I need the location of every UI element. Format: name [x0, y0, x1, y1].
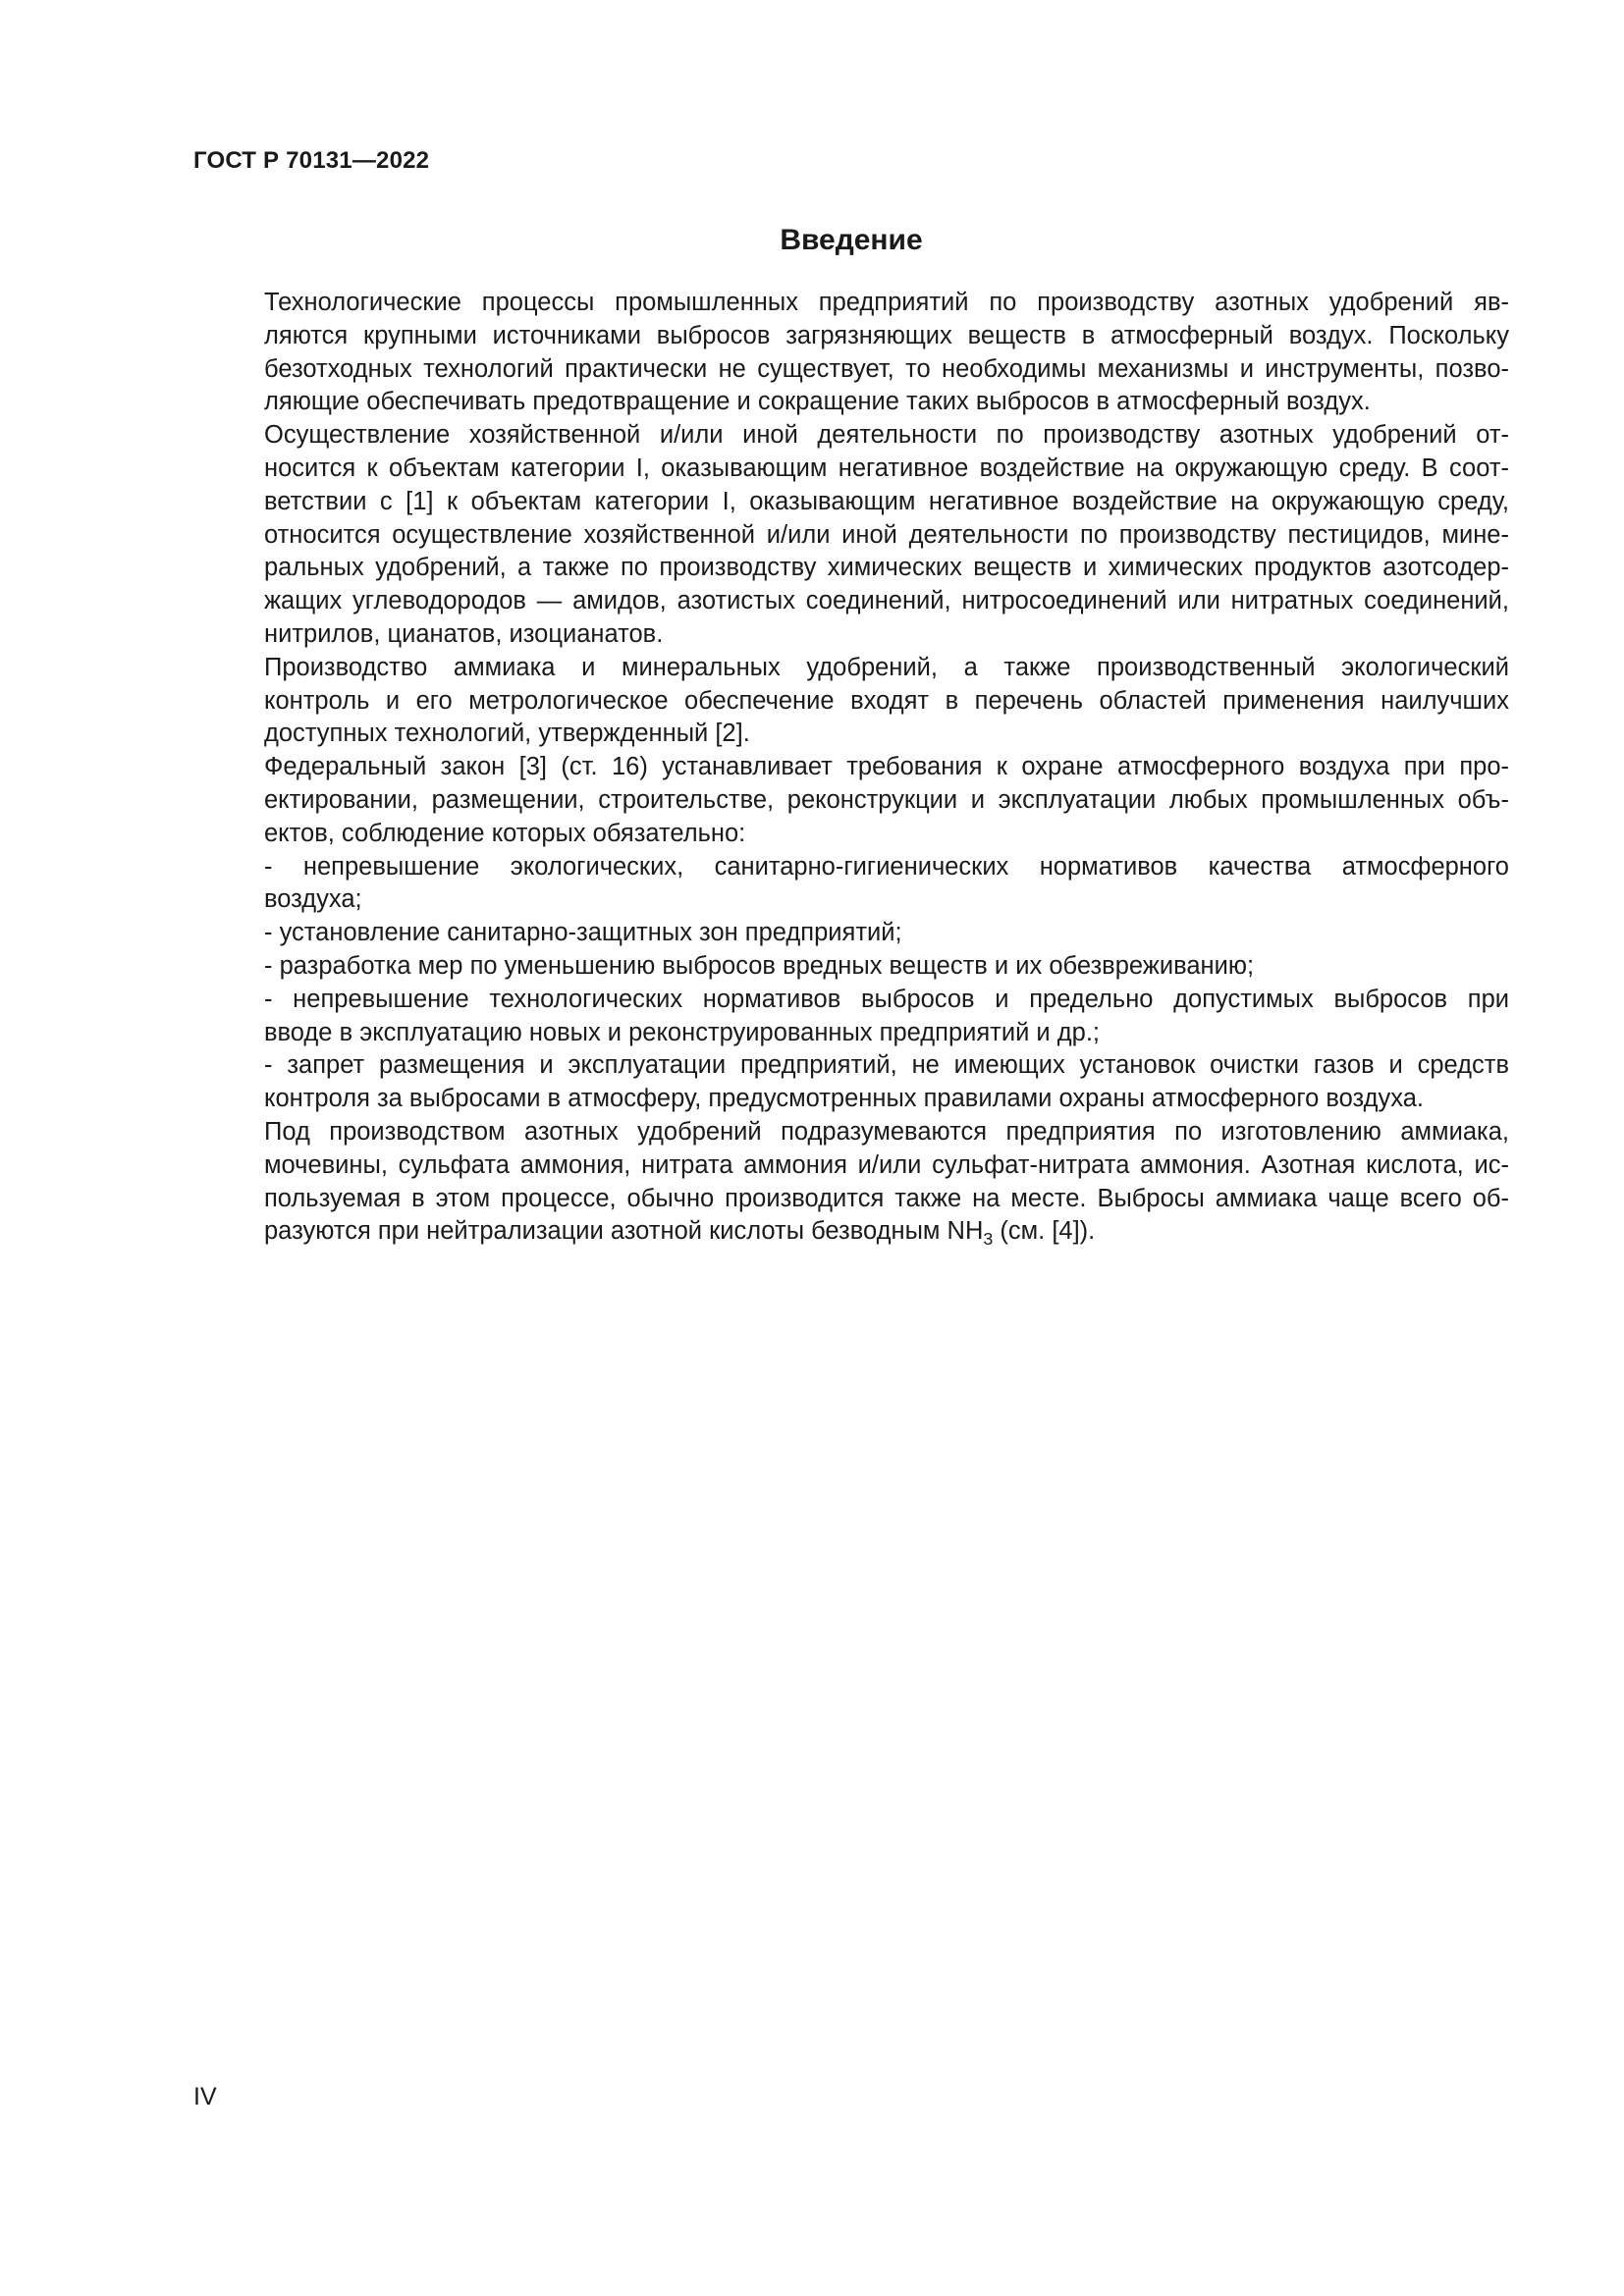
text-line: воздуха;: [264, 885, 362, 914]
text-line: - запрет размещения и эксплуатации предприятий, не имеющих установок очистки газов и средств: [264, 1051, 1509, 1080]
chemical-subscript: 3: [983, 1229, 994, 1250]
page-number: IV: [193, 2083, 217, 2110]
text-line: - установление санитарно-защитных зон предприятий;: [264, 919, 902, 947]
text-line: Технологические процессы промышленных предприятий по производству азотных удобрений яв-: [264, 289, 1509, 316]
text-line: вводе в эксплуатацию новых и реконструированных предприятий и др.;: [264, 1018, 1100, 1046]
list-item: [193, 984, 1509, 1050]
paragraph-category-i: [193, 419, 1509, 652]
list-item: [193, 917, 1509, 950]
introduction-body: [193, 287, 1509, 1249]
text-line: контроля за выбросами в атмосферу, предусмотренных правилами охраны атмосферного воздуха.: [264, 1085, 1425, 1113]
text-line: ляются крупными источниками выбросов загрязняющих веществ в атмосферный воздух. Поскольку: [264, 321, 1509, 349]
text-line: жащих углеводородов — амидов, азотистых соединений, нитросоединений или нитратных соединений,: [264, 587, 1509, 615]
text-line: - непревышение технологических нормативов выбросов и предельно допустимых выбросов при: [264, 985, 1509, 1013]
text-line: ляющие обеспечивать предотвращение и сокращение таких выбросов в атмосферный воздух.: [264, 388, 1371, 416]
text-fragment: (см. [4]).: [993, 1217, 1096, 1246]
text-line: - непревышение экологических, санитарно-гигиенических нормативов качества атмосферного: [264, 852, 1509, 881]
text-line: безотходных технологий практически не существует, то необходимы механизмы и инструменты, позво-: [264, 354, 1509, 383]
list-item: [193, 851, 1509, 918]
paragraph-ammonia-production: [193, 652, 1509, 751]
text-line: Осуществление хозяйственной и/или иной деятельности по производству азотных удобрений от-: [264, 421, 1509, 450]
text-line: ральных удобрений, а также по производству химических веществ и химических продуктов азотсодер-: [264, 554, 1509, 582]
text-line: мочевины, сульфата аммония, нитрата аммония и/или сульфат-нитрата аммония. Азотная кислота, ис-: [264, 1150, 1509, 1179]
text-line: нитрилов, цианатов, изоцианатов.: [264, 619, 664, 648]
document-code: ГОСТ Р 70131—2022: [193, 147, 430, 174]
text-line: пользуемая в этом процессе, обычно производится также на месте. Выбросы аммиака чаще всего об-: [264, 1184, 1509, 1212]
text-line: доступных технологий, утвержденный [2].: [264, 720, 750, 748]
text-line: контроль и его метрологическое обеспечение входят в перечень областей применения наилучших: [264, 686, 1509, 715]
text-line: относится осуществление хозяйственной и/или иной деятельности по производству пестицидов, мине-: [264, 520, 1509, 549]
paragraph-federal-law: [193, 751, 1509, 850]
paragraph-technological-processes: [193, 287, 1509, 419]
text-line: носится к объектам категории I, оказывающим негативное воздействие на окружающую среду. В соот-: [264, 454, 1509, 482]
text-line: Под производством азотных удобрений подразумеваются предприятия по изготовлению аммиака,: [264, 1117, 1509, 1146]
text-line-last: [193, 1215, 1509, 1249]
text-line: Федеральный закон [3] (ст. 16) устанавливает требования к охране атмосферного воздуха при про-: [264, 753, 1509, 781]
list-item: [193, 1049, 1509, 1116]
text-line: ветствии с [1] к объектам категории I, оказывающим негативное воздействие на окружающую среду,: [264, 487, 1509, 515]
text-line: - разработка мер по уменьшению выбросов вредных веществ и их обезвреживанию;: [264, 951, 1255, 980]
paragraph-nitrogen-fertilizers: [193, 1116, 1509, 1249]
text-line: Производство аммиака и минеральных удобрений, а также производственный экологический: [264, 653, 1509, 681]
section-title: Введение: [780, 224, 923, 256]
text-fragment: разуются при нейтрализации азотной кислоты безводным NH: [264, 1217, 984, 1246]
text-line: ектов, соблюдение которых обязательно:: [264, 819, 746, 847]
list-item: [193, 950, 1509, 984]
text-line: ектировании, размещении, строительстве, реконструкции и эксплуатации любых промышленных объ-: [264, 785, 1509, 814]
